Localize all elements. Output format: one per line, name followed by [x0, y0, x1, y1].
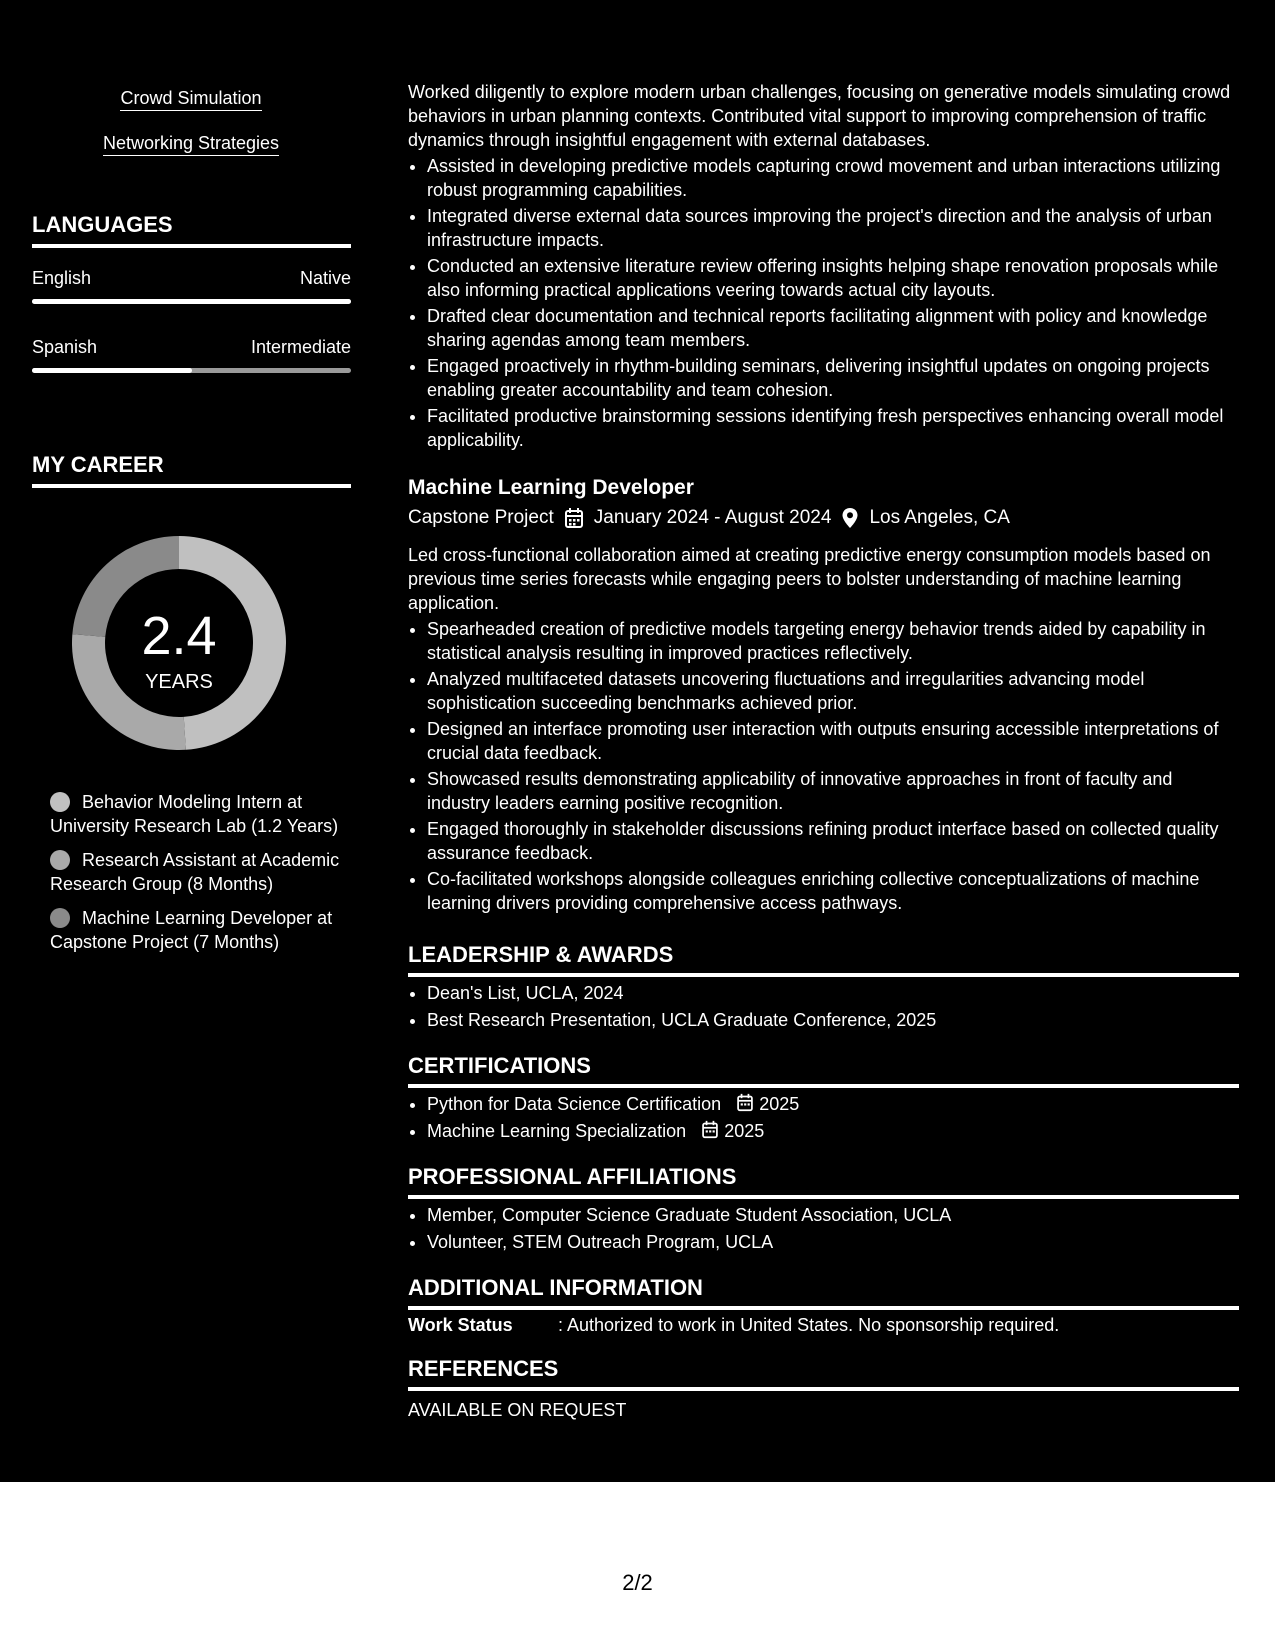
job-bullets — [408, 617, 1240, 915]
work-status-value: : Authorized to work in United States. No sponsorship required. — [558, 1315, 1060, 1335]
references-heading: REFERENCES — [408, 1356, 1239, 1391]
job-location: Los Angeles, CA — [869, 507, 1010, 528]
job-dates: January 2024 - August 2024 — [593, 507, 832, 528]
bullet-item: • Showcased results demonstrating applicability of innovative approaches in front of faculty and industry leaders earning positive recognition. — [427, 767, 1240, 815]
affiliations-heading: PROFESSIONAL AFFILIATIONS — [408, 1164, 1239, 1199]
experience-intro-paragraph: Worked diligently to explore modern urban challenges, focusing on generative models simulating crowd behaviors in urban planning contexts. Contributed vital support to improving comprehension of traffic dynamics through insightful engagement with external databases. — [408, 82, 1231, 150]
work-status-label: Work Status — [408, 1315, 513, 1335]
certification-name: Machine Learning Specialization — [427, 1121, 687, 1141]
calendar-icon — [701, 1120, 719, 1139]
languages-heading: LANGUAGES — [32, 212, 351, 248]
language-bar-english — [32, 299, 351, 304]
experience-intro — [408, 80, 1240, 454]
certifications-list — [408, 1091, 1257, 1145]
language-name: English — [32, 268, 92, 288]
bullet-item: • Engaged thoroughly in stakeholder discussions refining product interface based on collected quality assurance feedback. — [427, 817, 1240, 865]
page-number: 2/2 — [622, 1570, 653, 1595]
career-item — [50, 790, 340, 838]
job-description: Led cross-functional collaboration aimed at creating predictive energy consumption models based on previous time series forecasts while engaging peers to bolster understanding of machine learning application. — [408, 545, 1211, 613]
career-item-label: Research Assistant at Academic Research Group (8 Months) — [50, 850, 340, 894]
references-text: AVAILABLE ON REQUEST — [408, 1400, 627, 1420]
career-donut-chart — [66, 530, 292, 756]
bullet-item: • Assisted in developing predictive models capturing crowd movement and urban interactions utilizing robust programming capabilities. — [427, 154, 1240, 202]
location-pin-icon — [841, 507, 859, 529]
job-title: Machine Learning Developer — [408, 476, 694, 499]
bullet-item: • Engaged proactively in rhythm-building seminars, delivering insightful updates on ongoing projects enabling greater accountability and team cohesion. — [427, 354, 1240, 402]
career-item — [50, 906, 340, 954]
career-list — [50, 790, 340, 964]
language-level: Native — [299, 268, 351, 288]
language-level: Intermediate — [250, 337, 351, 357]
bullet-item: • Drafted clear documentation and technical reports facilitating alignment with policy and knowledge sharing agendas among team members. — [427, 304, 1240, 352]
certification-year: 2025 — [759, 1094, 800, 1114]
career-dot-icon — [50, 850, 70, 870]
leadership-heading: LEADERSHIP & AWARDS — [408, 942, 1239, 977]
award-item: • Dean's List, UCLA, 2024 — [427, 980, 1257, 1007]
language-name: Spanish — [32, 337, 98, 357]
additional-info-heading: ADDITIONAL INFORMATION — [408, 1275, 1239, 1310]
language-row-spanish — [32, 337, 351, 358]
skill-label: Crowd Simulation — [120, 88, 261, 111]
career-item-label: Machine Learning Developer at Capstone Project (7 Months) — [50, 908, 333, 952]
bullet-item: • Facilitated productive brainstorming sessions identifying fresh perspectives enhancing overall model applicability. — [427, 404, 1240, 452]
job-details — [408, 543, 1240, 917]
leadership-list — [408, 980, 1257, 1034]
affiliations-list — [408, 1202, 1257, 1256]
career-dot-icon — [50, 908, 70, 928]
career-total-unit: YEARS — [145, 671, 213, 693]
language-bar-fill — [32, 368, 192, 373]
calendar-icon — [736, 1093, 754, 1112]
bullet-item: • Designed an interface promoting user interaction with outputs ensuring accessible interpretations of crucial data feedback. — [427, 717, 1240, 765]
certification-item — [427, 1118, 1257, 1145]
career-dot-icon — [50, 792, 70, 812]
career-item-label: Behavior Modeling Intern at University Research Lab (1.2 Years) — [50, 792, 339, 836]
affiliation-item: • Volunteer, STEM Outreach Program, UCLA — [427, 1229, 1257, 1256]
skill-link-networking-strategies[interactable] — [32, 133, 350, 154]
work-status-row — [408, 1315, 1059, 1336]
job-meta — [408, 507, 1010, 529]
experience-intro-bullets — [408, 154, 1240, 452]
skill-label: Networking Strategies — [103, 133, 279, 156]
language-row-english — [32, 268, 351, 289]
language-bar-spanish — [32, 368, 351, 373]
bullet-item: • Analyzed multifaceted datasets uncovering fluctuations and irregularities advancing model sophistication succeeding benchmarks achieved prior. — [427, 667, 1240, 715]
certification-item — [427, 1091, 1257, 1118]
career-total-value: 2.4 — [141, 606, 217, 666]
language-bar-fill — [32, 299, 351, 304]
certifications-heading: CERTIFICATIONS — [408, 1053, 1239, 1088]
certification-name: Python for Data Science Certification — [427, 1094, 722, 1114]
job-company: Capstone Project — [408, 507, 554, 528]
career-item — [50, 848, 340, 896]
bullet-item: • Co-facilitated workshops alongside colleagues enriching collective conceptualizations of machine learning drivers providing comprehensive access pathways. — [427, 867, 1240, 915]
bullet-item: • Spearheaded creation of predictive models targeting energy behavior trends aided by capability in statistical analysis resulting in improved practices reflectively. — [427, 617, 1240, 665]
calendar-icon — [564, 507, 584, 529]
skill-link-crowd-simulation[interactable] — [32, 88, 350, 109]
award-item: • Best Research Presentation, UCLA Graduate Conference, 2025 — [427, 1007, 1257, 1034]
bullet-item: • Integrated diverse external data sources improving the project's direction and the analysis of urban infrastructure impacts. — [427, 204, 1240, 252]
bullet-item: • Conducted an extensive literature review offering insights helping shape renovation proposals while also informing practical applications veering towards actual city layouts. — [427, 254, 1240, 302]
affiliation-item: • Member, Computer Science Graduate Student Association, UCLA — [427, 1202, 1257, 1229]
certification-year: 2025 — [724, 1121, 765, 1141]
career-heading: MY CAREER — [32, 452, 351, 488]
